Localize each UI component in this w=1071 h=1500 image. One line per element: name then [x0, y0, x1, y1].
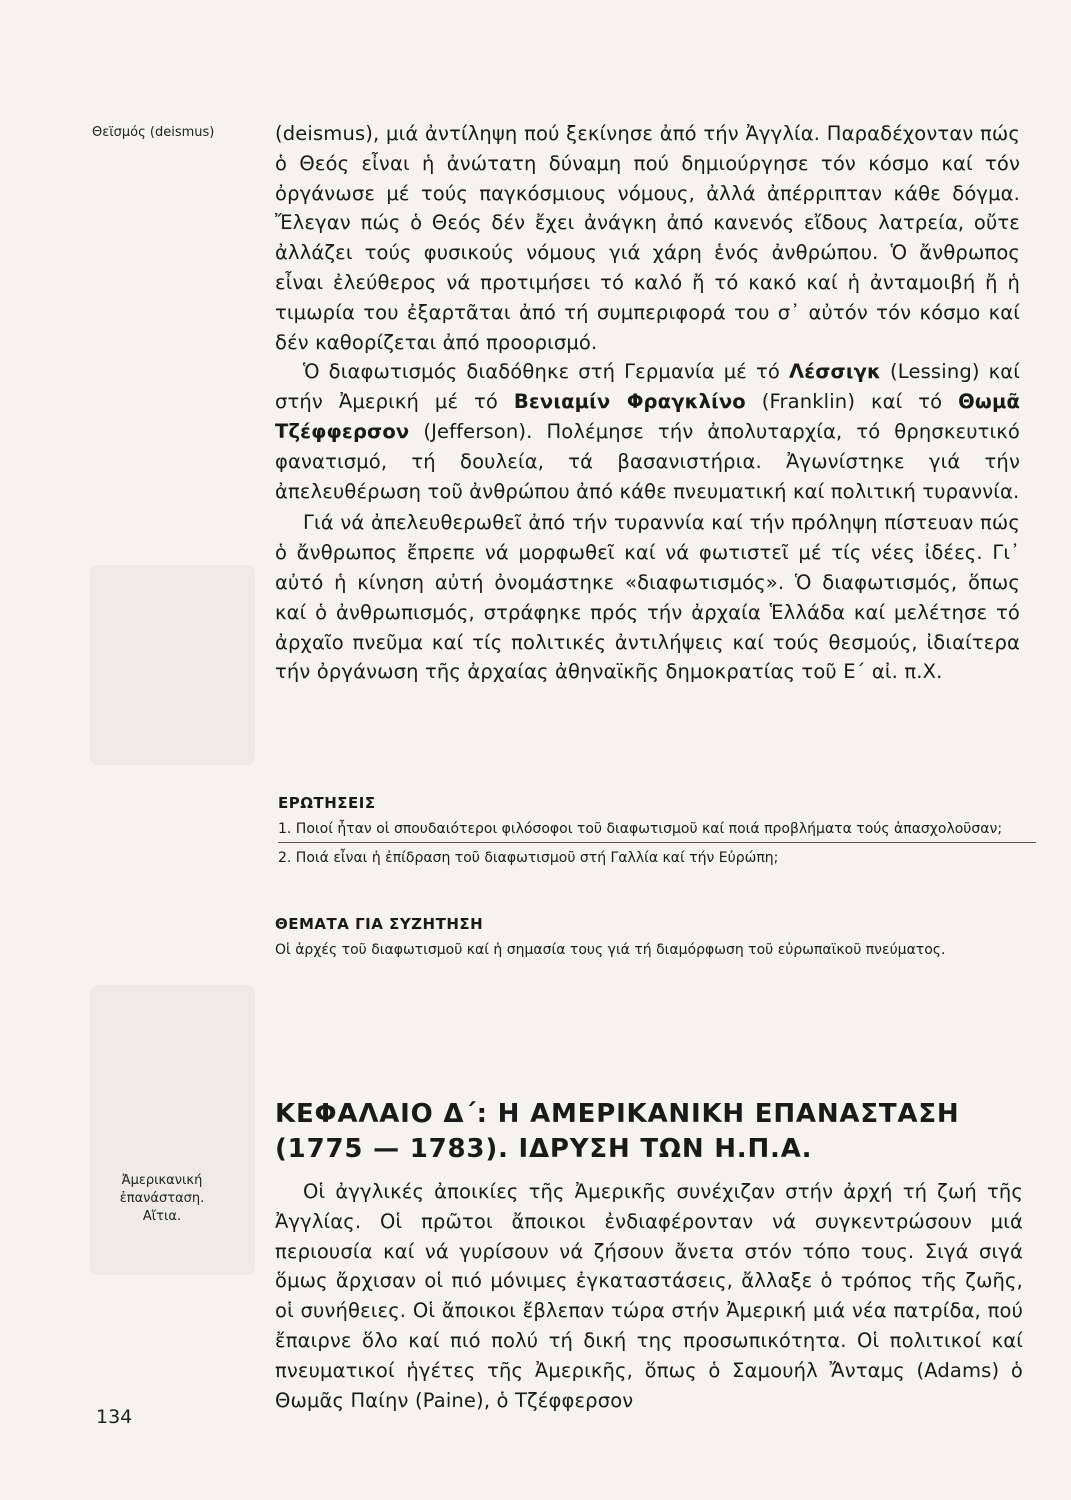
text-fragment: (Jefferson). Πολέμησε τήν ἀπολυταρχία, τό θρησκευτικό φανατισμό, τή δουλεία, τά βασανιστήρια. Ἀγωνίστηκε γιά τήν ἀπελευθέρωση τοῦ ἀνθρώπου ἀπό κάθε πνευματική καί πολιτική τυραννία. — [275, 419, 1020, 503]
page-number: 134 — [96, 1406, 133, 1428]
chapter-title-dates: (1775 — 1783). ΙΔΡΥΣΗ ΤΩΝ Η.Π.Α. — [275, 1134, 813, 1164]
margin-note-american-revolution: Ἀμερικανική ἐπανάσταση. Αἴτια. — [119, 1173, 205, 1224]
name-lessing: Λέσσιγκ — [788, 360, 882, 384]
text-fragment: Ὁ διαφωτισμός διαδόθηκε στή Γερμανία μέ τό — [303, 360, 789, 384]
margin-note-deism: Θεϊσμός (deismus) — [92, 125, 215, 140]
name-franklin: Βενιαμίν Φραγκλίνο — [513, 390, 746, 414]
questions-block — [278, 794, 1036, 869]
chapter-title: ΚΕΦΑΛΑΙΟ Δ΄: Η ΑΜΕΡΙΚΑΝΙΚΗ ΕΠΑΝΑΣΤΑΣΗ — [275, 1099, 960, 1129]
discussion-heading: ΘΕΜΑΤΑ ΓΙΑ ΣΥΖΗΤΗΣΗ — [275, 915, 484, 933]
question-item: 1. Ποιοί ἦταν οἱ σπουδαιότεροι φιλόσοφοι τοῦ διαφωτισμοῦ καί ποιά προβλήματα τούς ἀπασχολοῦσαν; — [278, 818, 1036, 843]
discussion-text: Οἱ ἀρχές τοῦ διαφωτισμοῦ καί ἡ σημασία τους γιά τή διαμόρφωση τοῦ εὐρωπαϊκοῦ πνεύματος. — [275, 942, 946, 958]
chapter-section — [275, 1097, 1023, 1415]
text-fragment: (Franklin) καί τό — [745, 390, 959, 414]
enlightenment-section — [275, 119, 1020, 687]
questions-heading: ΕΡΩΤΗΣΕΙΣ — [278, 794, 376, 812]
bleed-through-image-bottom — [90, 985, 255, 1275]
bleed-through-image-top — [90, 565, 255, 765]
paragraph-enlightenment-spread — [275, 357, 1020, 506]
paragraph-colonies: Οἱ ἀγγλικές ἀποικίες τῆς Ἀμερικῆς συνέχιζαν στήν ἀρχή τή ζωή τῆς Ἀγγλίας. Οἱ πρῶτοι ἄποικοι ἐνδιαφέρονταν νά συγκεντρώσουν μιά περιουσία καί νά γυρίσουν νά ζήσουν ἄνετα στόν τόπο τους. Σιγά σιγά ὅμως ἄρχισαν οἱ πιό μόνιμες ἐγκαταστάσεις, ἄλλαξε ὁ τρόπος τῆς ζωῆς, οἱ συνήθειες. Οἱ ἄποικοι ἔβλεπαν τώρα στήν Ἀμερική μιά νέα πατρίδα, πού ἔπαιρνε ὅλο καί πιό πολύ τή δική της προσωπικότητα. Οἱ πολιτικοί καί πνευματικοί ἡγέτες τῆς Ἀμερικῆς, ὅπως ὁ Σαμουήλ Ἄνταμς (Adams) ὁ Θωμᾶς Παίην (Paine), ὁ Τζέφφερσον — [275, 1180, 1023, 1412]
name-jefferson: Θωμᾶ Τζέφφερσον — [275, 390, 1020, 443]
question-item: 2. Ποιά εἶναι ἡ ἐπίδραση τοῦ διαφωτισμοῦ στή Γαλλία καί τήν Εὐρώπη; — [278, 850, 779, 866]
text-fragment: (Lessing) καί στήν Ἀμερική μέ τό — [275, 360, 1020, 414]
paragraph-deism: (deismus), μιά ἀντίληψη πού ξεκίνησε ἀπό τήν Ἀγγλία. Παραδέχονταν πώς ὁ Θεός εἶναι ἡ ἀνώτατη δύναμη πού δημιούργησε τόν κόσμο καί τόν ὀργάνωσε μέ τούς παγκόσμιους νόμους, ἀλλά ἀπέρριπταν κάθε δόγμα. Ἔλεγαν πώς ὁ Θεός δέν ἔχει ἀνάγκη ἀπό κανενός εἴδους λατρεία, οὔτε ἀλλάζει τούς φυσικούς νόμους γιά χάρη ἑνός ἀνθρώπου. Ὁ ἄνθρωπος εἶναι ἐλεύθερος νά προτιμήσει τό καλό ἤ τό κακό καί ἡ ἀνταμοιβή ἤ ἡ τιμωρία του ἐξαρτᾶται ἀπό τή συμπεριφορά του σ᾿ αὐτόν τόν κόσμο καί δέν καθορίζεται ἀπό προορισμό. — [275, 122, 1020, 354]
paragraph-enlightenment-name: Γιά νά ἀπελευθερωθεῖ ἀπό τήν τυραννία καί τήν πρόληψη πίστευαν πώς ὁ ἄνθρωπος ἔπρεπε νά μορφωθεῖ καί νά φωτιστεῖ μέ τίς νέες ἰδέες. Γι᾿ αὐτό ἡ κίνηση αὐτή ὀνομάστηκε «διαφωτισμός». Ὁ διαφωτισμός, ὅπως καί ὁ ἀνθρωπισμός, στράφηκε πρός τήν ἀρχαία Ἑλλάδα καί μελέτησε τό ἀρχαῖο πνεῦμα καί τίς πολιτικές ἀντιλήψεις καί τούς θεσμούς, ἰδιαίτερα τήν ὀργάνωση τῆς ἀρχαίας ἀθηναϊκῆς δημοκρατίας τοῦ Ε΄ αἰ. π.Χ. — [275, 511, 1020, 684]
discussion-block — [275, 915, 1033, 961]
